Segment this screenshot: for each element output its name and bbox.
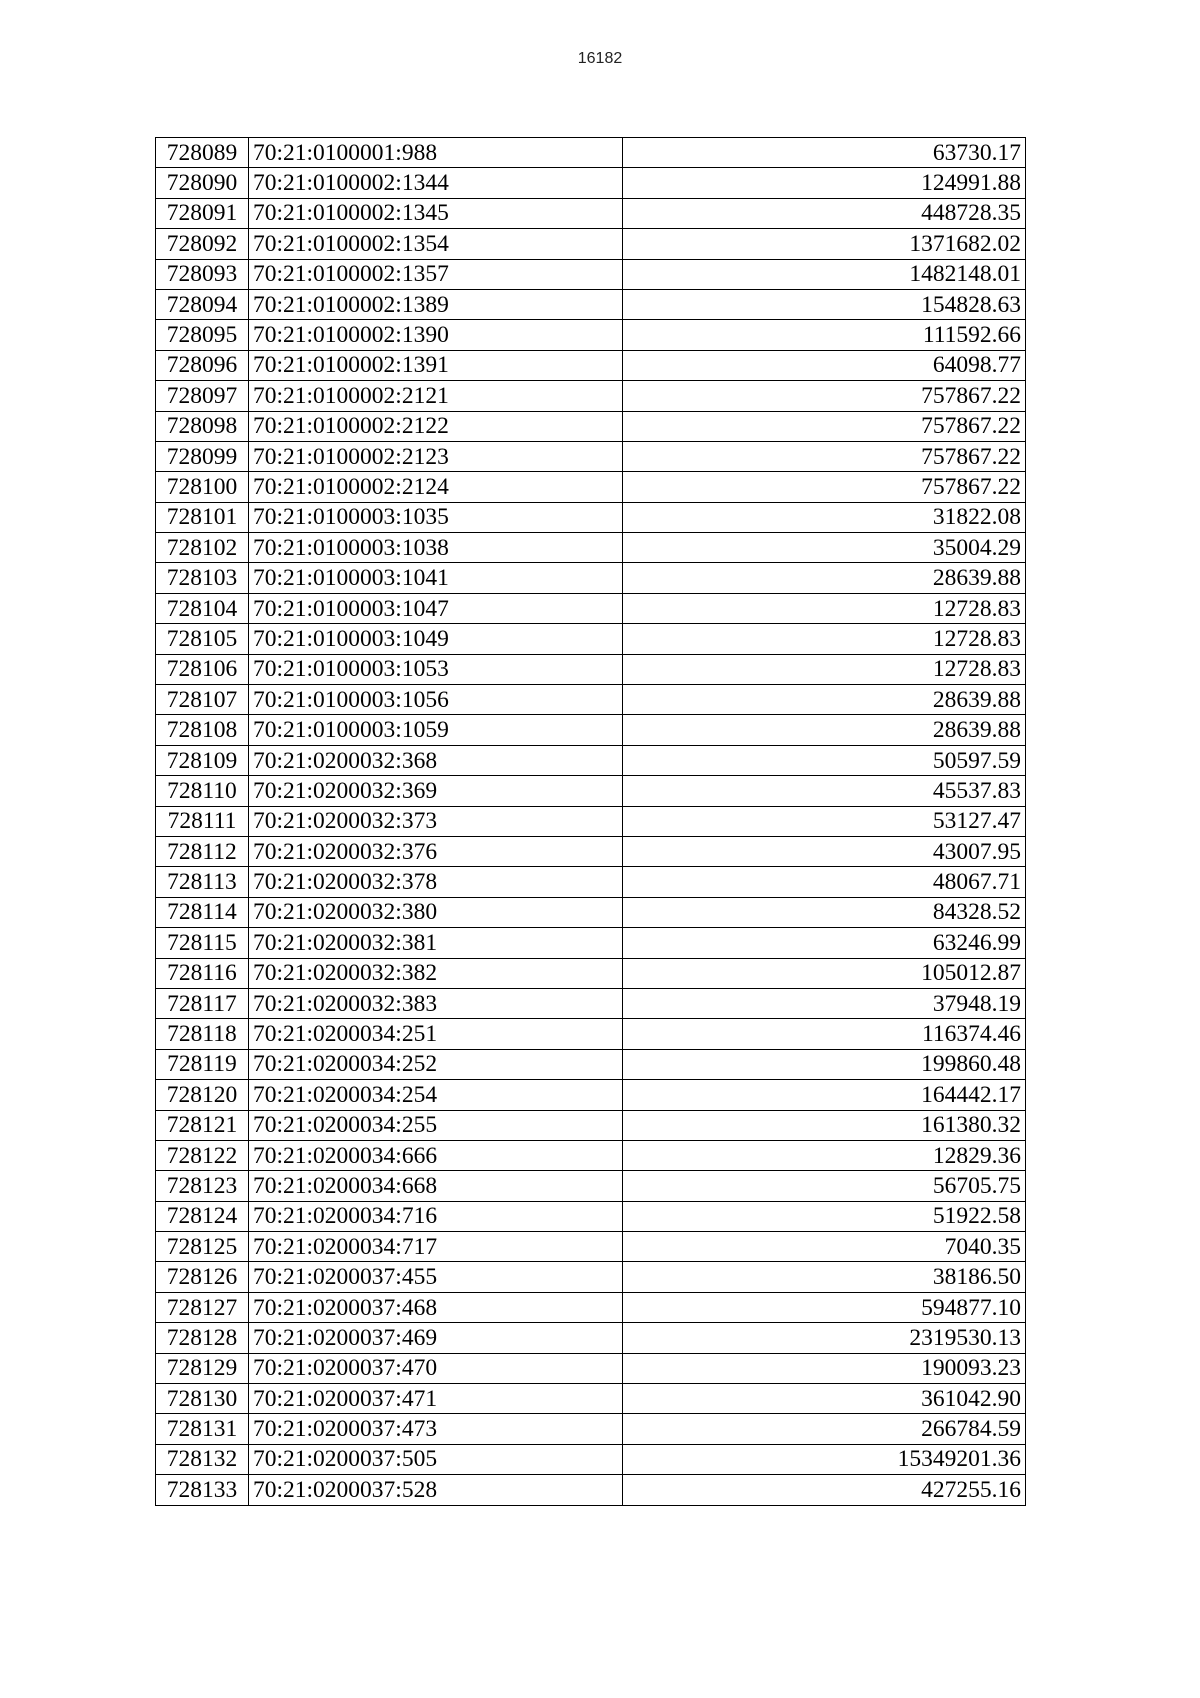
row-number-cell: 728120 xyxy=(156,1080,249,1110)
cadastral-number-cell: 70:21:0100002:1357 xyxy=(249,259,623,289)
row-number-cell: 728119 xyxy=(156,1049,249,1079)
table-row xyxy=(156,867,1026,897)
cadastral-number-cell: 70:21:0100003:1059 xyxy=(249,715,623,745)
cadastral-number-cell: 70:21:0200037:469 xyxy=(249,1323,623,1353)
row-number-cell: 728094 xyxy=(156,289,249,319)
row-number-cell: 728106 xyxy=(156,654,249,684)
row-number-cell: 728096 xyxy=(156,350,249,380)
table-row xyxy=(156,563,1026,593)
cadastral-number-cell: 70:21:0200032:369 xyxy=(249,776,623,806)
cadastral-number-cell: 70:21:0200034:716 xyxy=(249,1201,623,1231)
table-row xyxy=(156,1232,1026,1262)
row-number-cell: 728097 xyxy=(156,381,249,411)
cadastral-value-cell: 53127.47 xyxy=(623,806,1026,836)
row-number-cell: 728107 xyxy=(156,685,249,715)
table-row xyxy=(156,685,1026,715)
row-number-cell: 728112 xyxy=(156,836,249,866)
cadastral-value-cell: 63246.99 xyxy=(623,928,1026,958)
table-row xyxy=(156,1292,1026,1322)
row-number-cell: 728098 xyxy=(156,411,249,441)
cadastral-number-cell: 70:21:0200032:373 xyxy=(249,806,623,836)
cadastral-number-cell: 70:21:0100002:2124 xyxy=(249,472,623,502)
table-row xyxy=(156,654,1026,684)
row-number-cell: 728124 xyxy=(156,1201,249,1231)
cadastral-number-cell: 70:21:0100001:988 xyxy=(249,138,623,168)
cadastral-value-cell: 161380.32 xyxy=(623,1110,1026,1140)
table-row xyxy=(156,1080,1026,1110)
table-row xyxy=(156,229,1026,259)
cadastral-value-cell: 28639.88 xyxy=(623,715,1026,745)
cadastral-number-cell: 70:21:0200034:717 xyxy=(249,1232,623,1262)
cadastral-value-cell: 28639.88 xyxy=(623,685,1026,715)
cadastral-number-cell: 70:21:0100002:2123 xyxy=(249,441,623,471)
row-number-cell: 728123 xyxy=(156,1171,249,1201)
row-number-cell: 728125 xyxy=(156,1232,249,1262)
cadastral-value-cell: 199860.48 xyxy=(623,1049,1026,1079)
cadastral-number-cell: 70:21:0200034:252 xyxy=(249,1049,623,1079)
cadastral-value-cell: 266784.59 xyxy=(623,1414,1026,1444)
cadastral-value-cell: 111592.66 xyxy=(623,320,1026,350)
cadastral-value-cell: 28639.88 xyxy=(623,563,1026,593)
cadastral-number-cell: 70:21:0100003:1053 xyxy=(249,654,623,684)
table-row xyxy=(156,806,1026,836)
cadastral-value-cell: 15349201.36 xyxy=(623,1444,1026,1474)
table-row xyxy=(156,593,1026,623)
cadastral-number-cell: 70:21:0200037:505 xyxy=(249,1444,623,1474)
table-body xyxy=(156,138,1026,1506)
cadastral-value-cell: 31822.08 xyxy=(623,502,1026,532)
table-row xyxy=(156,745,1026,775)
cadastral-number-cell: 70:21:0100003:1041 xyxy=(249,563,623,593)
cadastral-value-cell: 64098.77 xyxy=(623,350,1026,380)
cadastral-number-cell: 70:21:0100002:1390 xyxy=(249,320,623,350)
cadastral-value-cell: 12728.83 xyxy=(623,624,1026,654)
row-number-cell: 728091 xyxy=(156,198,249,228)
table-row xyxy=(156,1475,1026,1505)
cadastral-value-cell: 63730.17 xyxy=(623,138,1026,168)
cadastral-value-cell: 43007.95 xyxy=(623,836,1026,866)
cadastral-value-cell: 116374.46 xyxy=(623,1019,1026,1049)
cadastral-number-cell: 70:21:0200034:254 xyxy=(249,1080,623,1110)
row-number-cell: 728117 xyxy=(156,988,249,1018)
row-number-cell: 728099 xyxy=(156,441,249,471)
table-row xyxy=(156,1414,1026,1444)
cadastral-value-cell: 12829.36 xyxy=(623,1140,1026,1170)
cadastral-value-cell: 45537.83 xyxy=(623,776,1026,806)
cadastral-value-cell: 37948.19 xyxy=(623,988,1026,1018)
cadastral-value-cell: 12728.83 xyxy=(623,593,1026,623)
table-row xyxy=(156,259,1026,289)
row-number-cell: 728126 xyxy=(156,1262,249,1292)
cadastral-number-cell: 70:21:0200032:381 xyxy=(249,928,623,958)
row-number-cell: 728131 xyxy=(156,1414,249,1444)
cadastral-number-cell: 70:21:0100002:1354 xyxy=(249,229,623,259)
table-row xyxy=(156,138,1026,168)
row-number-cell: 728093 xyxy=(156,259,249,289)
row-number-cell: 728101 xyxy=(156,502,249,532)
row-number-cell: 728133 xyxy=(156,1475,249,1505)
cadastral-number-cell: 70:21:0200034:666 xyxy=(249,1140,623,1170)
cadastral-number-cell: 70:21:0200037:471 xyxy=(249,1384,623,1414)
table-row xyxy=(156,1384,1026,1414)
cadastral-number-cell: 70:21:0100002:1391 xyxy=(249,350,623,380)
row-number-cell: 728118 xyxy=(156,1019,249,1049)
cadastral-value-cell: 448728.35 xyxy=(623,198,1026,228)
row-number-cell: 728132 xyxy=(156,1444,249,1474)
table-row xyxy=(156,715,1026,745)
cadastral-number-cell: 70:21:0200034:255 xyxy=(249,1110,623,1140)
cadastral-value-cell: 48067.71 xyxy=(623,867,1026,897)
cadastral-number-cell: 70:21:0100002:1344 xyxy=(249,168,623,198)
cadastral-number-cell: 70:21:0100003:1035 xyxy=(249,502,623,532)
table-row xyxy=(156,928,1026,958)
row-number-cell: 728122 xyxy=(156,1140,249,1170)
cadastral-value-cell: 757867.22 xyxy=(623,381,1026,411)
row-number-cell: 728109 xyxy=(156,745,249,775)
row-number-cell: 728090 xyxy=(156,168,249,198)
table-row xyxy=(156,533,1026,563)
cadastral-number-cell: 70:21:0100002:2122 xyxy=(249,411,623,441)
cadastral-number-cell: 70:21:0200034:251 xyxy=(249,1019,623,1049)
row-number-cell: 728110 xyxy=(156,776,249,806)
row-number-cell: 728129 xyxy=(156,1353,249,1383)
table-row xyxy=(156,350,1026,380)
cadastral-value-cell: 12728.83 xyxy=(623,654,1026,684)
row-number-cell: 728130 xyxy=(156,1384,249,1414)
table-row xyxy=(156,988,1026,1018)
row-number-cell: 728092 xyxy=(156,229,249,259)
table-row xyxy=(156,1110,1026,1140)
table-row xyxy=(156,1019,1026,1049)
cadastral-value-cell: 50597.59 xyxy=(623,745,1026,775)
table-row xyxy=(156,1323,1026,1353)
cadastral-number-cell: 70:21:0100002:2121 xyxy=(249,381,623,411)
cadastral-value-cell: 594877.10 xyxy=(623,1292,1026,1322)
row-number-cell: 728095 xyxy=(156,320,249,350)
cadastral-number-cell: 70:21:0200037:455 xyxy=(249,1262,623,1292)
cadastral-value-cell: 757867.22 xyxy=(623,411,1026,441)
table-row xyxy=(156,624,1026,654)
cadastral-value-cell: 164442.17 xyxy=(623,1080,1026,1110)
table-row xyxy=(156,320,1026,350)
table-row xyxy=(156,289,1026,319)
cadastral-value-cell: 84328.52 xyxy=(623,897,1026,927)
table-row xyxy=(156,1262,1026,1292)
cadastral-number-cell: 70:21:0200032:378 xyxy=(249,867,623,897)
row-number-cell: 728114 xyxy=(156,897,249,927)
cadastral-value-cell: 105012.87 xyxy=(623,958,1026,988)
table-row xyxy=(156,1201,1026,1231)
cadastral-value-cell: 2319530.13 xyxy=(623,1323,1026,1353)
cadastral-value-cell: 38186.50 xyxy=(623,1262,1026,1292)
table-row xyxy=(156,836,1026,866)
cadastral-number-cell: 70:21:0200037:470 xyxy=(249,1353,623,1383)
cadastral-value-cell: 35004.29 xyxy=(623,533,1026,563)
cadastral-value-cell: 51922.58 xyxy=(623,1201,1026,1231)
cadastral-value-table xyxy=(155,137,1026,1506)
row-number-cell: 728128 xyxy=(156,1323,249,1353)
cadastral-number-cell: 70:21:0200032:383 xyxy=(249,988,623,1018)
table-row xyxy=(156,897,1026,927)
row-number-cell: 728108 xyxy=(156,715,249,745)
cadastral-value-cell: 361042.90 xyxy=(623,1384,1026,1414)
table-row xyxy=(156,472,1026,502)
cadastral-value-cell: 154828.63 xyxy=(623,289,1026,319)
cadastral-number-cell: 70:21:0100003:1056 xyxy=(249,685,623,715)
table-row xyxy=(156,198,1026,228)
table-row xyxy=(156,1140,1026,1170)
row-number-cell: 728121 xyxy=(156,1110,249,1140)
cadastral-value-cell: 56705.75 xyxy=(623,1171,1026,1201)
row-number-cell: 728113 xyxy=(156,867,249,897)
row-number-cell: 728105 xyxy=(156,624,249,654)
table-row xyxy=(156,1049,1026,1079)
table-row xyxy=(156,411,1026,441)
cadastral-number-cell: 70:21:0200032:368 xyxy=(249,745,623,775)
cadastral-number-cell: 70:21:0100003:1038 xyxy=(249,533,623,563)
cadastral-number-cell: 70:21:0100003:1049 xyxy=(249,624,623,654)
cadastral-value-cell: 190093.23 xyxy=(623,1353,1026,1383)
table-row xyxy=(156,776,1026,806)
table-row xyxy=(156,381,1026,411)
cadastral-number-cell: 70:21:0200037:473 xyxy=(249,1414,623,1444)
cadastral-value-cell: 757867.22 xyxy=(623,472,1026,502)
cadastral-number-cell: 70:21:0200032:376 xyxy=(249,836,623,866)
cadastral-number-cell: 70:21:0100003:1047 xyxy=(249,593,623,623)
table-row xyxy=(156,441,1026,471)
cadastral-number-cell: 70:21:0100002:1389 xyxy=(249,289,623,319)
cadastral-value-cell: 124991.88 xyxy=(623,168,1026,198)
table-row xyxy=(156,958,1026,988)
row-number-cell: 728104 xyxy=(156,593,249,623)
row-number-cell: 728102 xyxy=(156,533,249,563)
table-row xyxy=(156,502,1026,532)
table-row xyxy=(156,168,1026,198)
row-number-cell: 728115 xyxy=(156,928,249,958)
row-number-cell: 728100 xyxy=(156,472,249,502)
cadastral-number-cell: 70:21:0200037:468 xyxy=(249,1292,623,1322)
table-row xyxy=(156,1171,1026,1201)
row-number-cell: 728127 xyxy=(156,1292,249,1322)
cadastral-value-cell: 757867.22 xyxy=(623,441,1026,471)
cadastral-number-cell: 70:21:0200037:528 xyxy=(249,1475,623,1505)
row-number-cell: 728111 xyxy=(156,806,249,836)
cadastral-number-cell: 70:21:0200032:382 xyxy=(249,958,623,988)
row-number-cell: 728116 xyxy=(156,958,249,988)
cadastral-value-cell: 1482148.01 xyxy=(623,259,1026,289)
table-row xyxy=(156,1444,1026,1474)
cadastral-value-cell: 427255.16 xyxy=(623,1475,1026,1505)
cadastral-number-cell: 70:21:0200034:668 xyxy=(249,1171,623,1201)
cadastral-value-cell: 7040.35 xyxy=(623,1232,1026,1262)
cadastral-value-cell: 1371682.02 xyxy=(623,229,1026,259)
cadastral-number-cell: 70:21:0100002:1345 xyxy=(249,198,623,228)
page-number: 16182 xyxy=(577,50,623,67)
row-number-cell: 728103 xyxy=(156,563,249,593)
row-number-cell: 728089 xyxy=(156,138,249,168)
cadastral-number-cell: 70:21:0200032:380 xyxy=(249,897,623,927)
table-row xyxy=(156,1353,1026,1383)
